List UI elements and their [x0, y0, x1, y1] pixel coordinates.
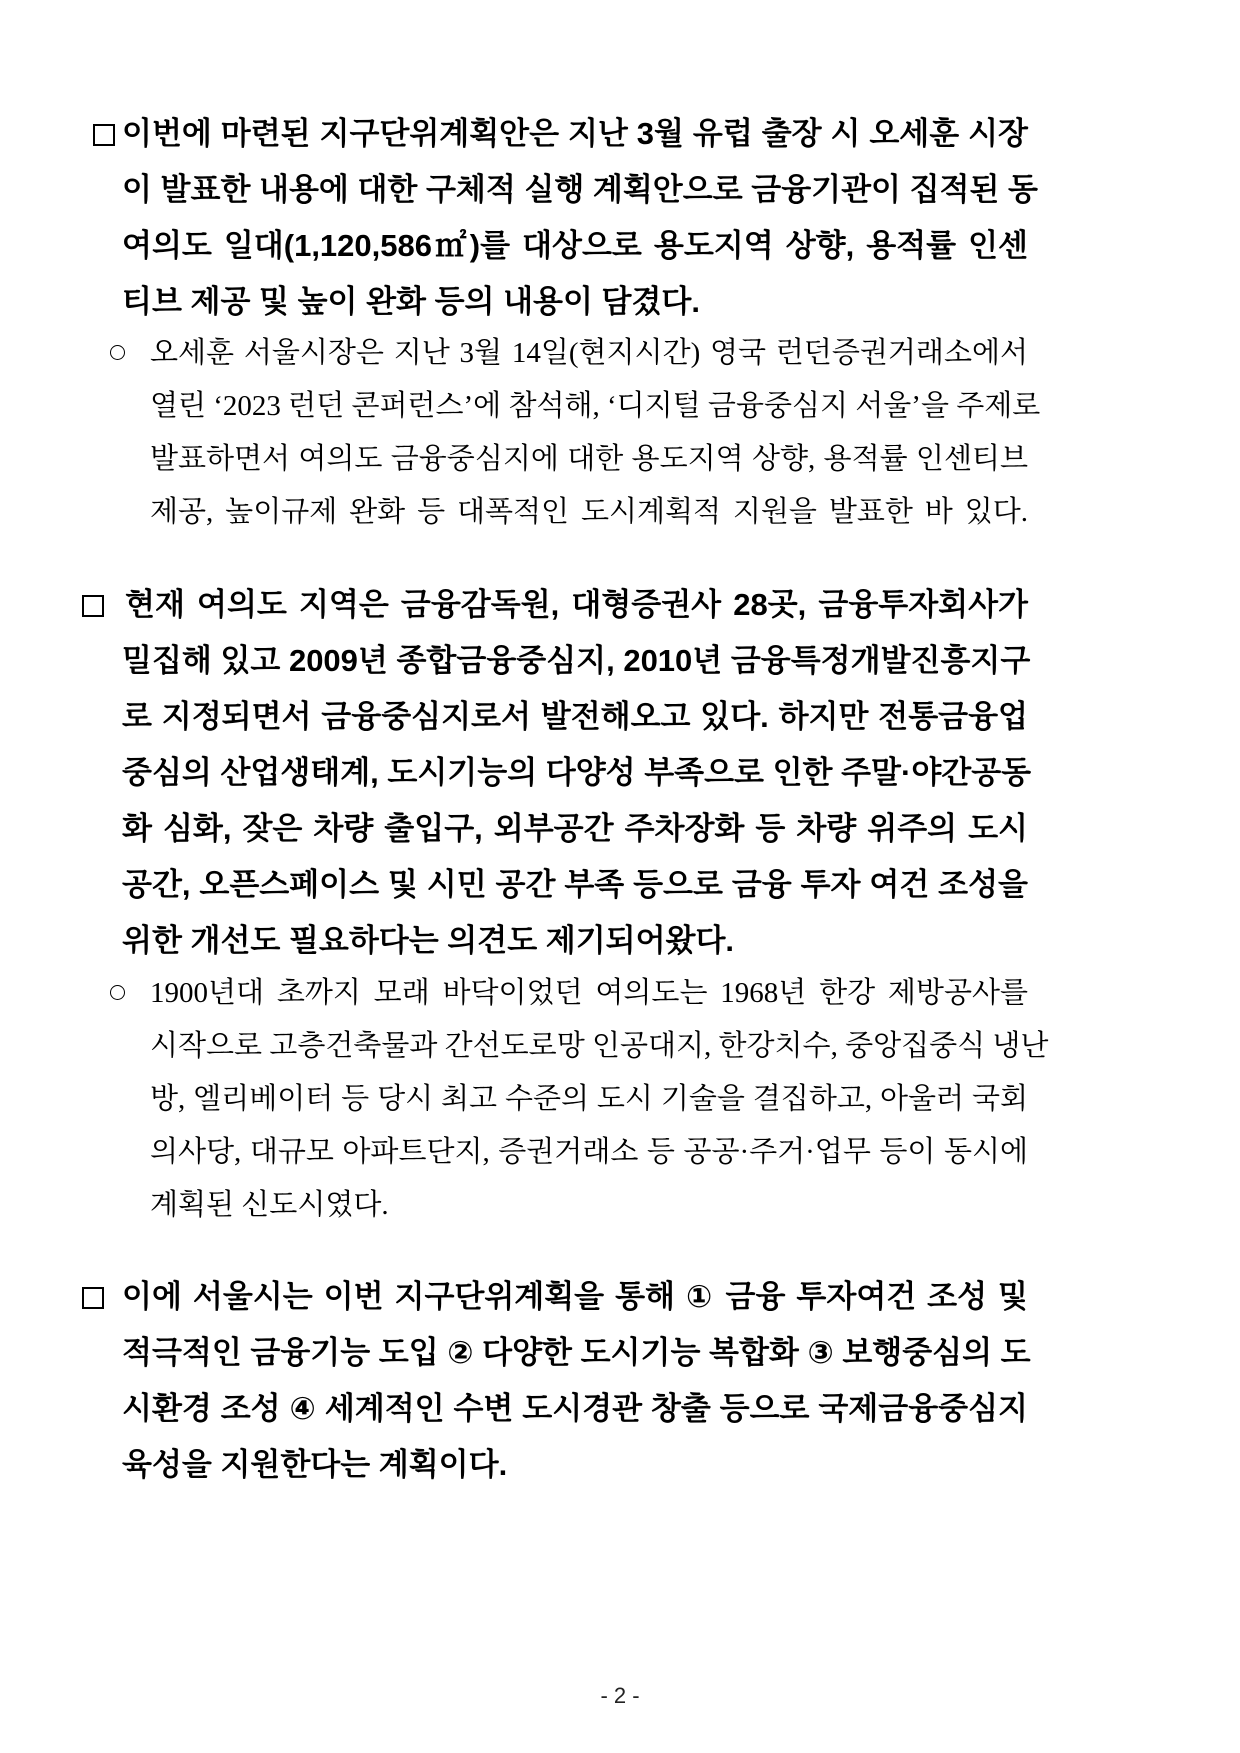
checkbox-bullet — [82, 595, 104, 617]
main-line: 시환경 조성 ④ 세계적인 수변 도시경관 창출 등으로 국제금융중심지 — [122, 1391, 1028, 1426]
sub-line: 발표하면서 여의도 금융중심지에 대한 용도지역 상향, 용적률 인센티브 — [150, 443, 1028, 475]
sub-line: 열린 ‘2023 런던 콘퍼런스’에 참석해, ‘디지털 금융중심지 서울’을 주제로 — [150, 390, 1041, 422]
sub-line: 제공, 높이규제 완화 등 대폭적인 도시계획적 지원을 발표한 바 있다. — [150, 496, 1028, 528]
sub-line: 오세훈 서울시장은 지난 3월 14일(현지시간) 영국 런던증권거래소에서 — [150, 337, 1028, 369]
sub-line: 계획된 신도시였다. — [150, 1189, 389, 1221]
main-line: 티브 제공 및 높이 완화 등의 내용이 담겼다. — [122, 284, 700, 319]
page-number: - 2 - — [600, 1683, 640, 1708]
main-line: 이번에 마련된 지구단위계획안은 지난 3월 유럽 출장 시 오세훈 시장 — [122, 116, 1028, 151]
main-line: 여의도 일대(1,120,586㎡)를 대상으로 용도지역 상향, 용적률 인센 — [122, 228, 1028, 263]
main-line: 이에 서울시는 이번 지구단위계획을 통해 ① 금융 투자여건 조성 및 — [122, 1279, 1028, 1314]
sub-line: 시작으로 고층건축물과 간선도로망 인공대지, 한강치수, 중앙집중식 냉난 — [150, 1030, 1049, 1062]
sub-line: 의사당, 대규모 아파트단지, 증권거래소 등 공공·주거·업무 등이 동시에 — [150, 1136, 1028, 1168]
checkbox-bullet — [93, 124, 115, 146]
checkbox-bullet — [82, 1287, 104, 1309]
main-line: 화 심화, 잦은 차량 출입구, 외부공간 주차장화 등 차량 위주의 도시 — [122, 811, 1028, 846]
circle-bullet — [110, 345, 125, 360]
main-line: 현재 여의도 지역은 금융감독원, 대형증권사 28곳, 금융투자회사가 — [125, 587, 1028, 622]
main-line: 위한 개선도 필요하다는 의견도 제기되어왔다. — [122, 923, 735, 958]
sub-line: 1900년대 초까지 모래 바닥이었던 여의도는 1968년 한강 제방공사를 — [150, 977, 1028, 1009]
main-line: 이 발표한 내용에 대한 구체적 실행 계획안으로 금융기관이 집적된 동 — [122, 172, 1039, 207]
main-line: 중심의 산업생태계, 도시기능의 다양성 부족으로 인한 주말·야간공동 — [122, 755, 1032, 790]
main-line: 육성을 지원한다는 계획이다. — [122, 1447, 508, 1482]
sub-line: 방, 엘리베이터 등 당시 최고 수준의 도시 기술을 결집하고, 아울러 국회 — [150, 1083, 1028, 1115]
main-line: 로 지정되면서 금융중심지로서 발전해오고 있다. 하지만 전통금융업 — [122, 699, 1028, 734]
main-line: 공간, 오픈스페이스 및 시민 공간 부족 등으로 금융 투자 여건 조성을 — [122, 867, 1028, 902]
main-line: 밀집해 있고 2009년 종합금융중심지, 2010년 금융특정개발진흥지구 — [122, 643, 1031, 678]
circle-bullet — [110, 985, 125, 1000]
main-line: 적극적인 금융기능 도입 ② 다양한 도시기능 복합화 ③ 보행중심의 도 — [122, 1335, 1031, 1370]
